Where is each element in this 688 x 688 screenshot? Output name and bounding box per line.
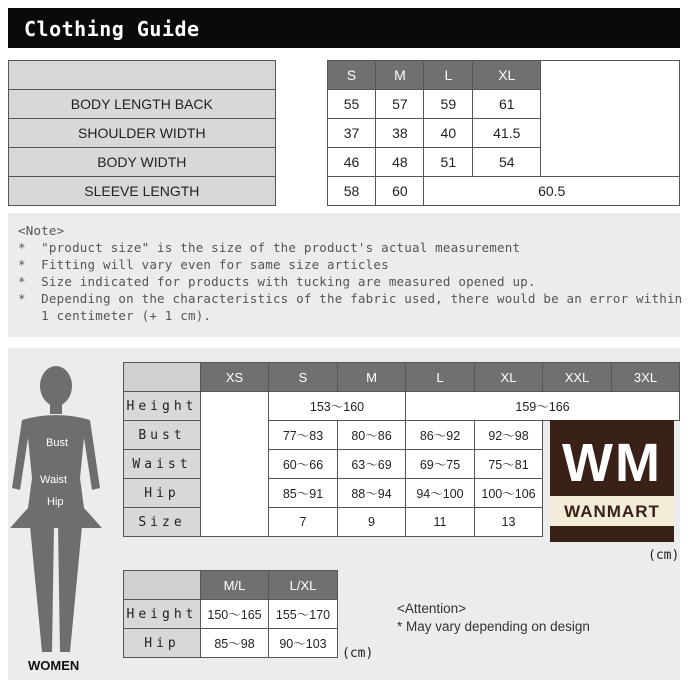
attention-note bbox=[397, 600, 590, 636]
attention-heading: <Attention> bbox=[397, 601, 467, 616]
table-cell: 150～165 bbox=[201, 600, 269, 629]
logo-band bbox=[550, 496, 674, 526]
table-cell: 41.5 bbox=[473, 119, 541, 148]
table-cell: 11 bbox=[406, 508, 475, 537]
table-cell: 75～81 bbox=[475, 450, 543, 479]
table-cell: 90～103 bbox=[269, 629, 338, 658]
table-cell: 7 bbox=[269, 508, 338, 537]
table-cell: 100～106 bbox=[475, 479, 543, 508]
table-cell: 48 bbox=[376, 148, 424, 177]
spacer-cell bbox=[275, 119, 327, 148]
note-line: 1 centimeter (+ 1 cm). bbox=[18, 308, 212, 323]
spacer-cell bbox=[275, 177, 327, 206]
row-label: Hip bbox=[124, 629, 201, 658]
unit-label: (cm) bbox=[648, 548, 680, 563]
empty-cell bbox=[541, 61, 680, 177]
corner-cell bbox=[9, 61, 276, 90]
row-label: SHOULDER WIDTH bbox=[9, 119, 276, 148]
table-cell: 60 bbox=[376, 177, 424, 206]
row-label: Bust bbox=[124, 421, 201, 450]
table-cell: 69～75 bbox=[406, 450, 475, 479]
bottoms-size-table bbox=[123, 570, 338, 658]
table-row bbox=[9, 177, 680, 206]
table-header-row bbox=[124, 571, 338, 600]
spacer-cell bbox=[275, 61, 327, 90]
logo-name: WANMART bbox=[564, 502, 660, 521]
attention-text: * May vary depending on design bbox=[397, 619, 590, 634]
size-header: M/L bbox=[201, 571, 269, 600]
size-header: XXL bbox=[543, 363, 612, 392]
size-header: XS bbox=[201, 363, 269, 392]
product-size-table bbox=[8, 60, 680, 206]
women-figure-icon bbox=[8, 358, 108, 658]
corner-cell bbox=[124, 571, 201, 600]
table-cell: 58 bbox=[327, 177, 376, 206]
row-label: Hip bbox=[124, 479, 201, 508]
table-cell: 88～94 bbox=[338, 479, 406, 508]
size-header: 3XL bbox=[612, 363, 680, 392]
table-cell: 13 bbox=[475, 508, 543, 537]
table-header-row bbox=[9, 61, 680, 90]
size-header: M bbox=[338, 363, 406, 392]
row-label: Height bbox=[124, 600, 201, 629]
table-cell: 85～91 bbox=[269, 479, 338, 508]
logo-mark: WM bbox=[562, 433, 662, 493]
row-label: Height bbox=[124, 392, 201, 421]
table-row bbox=[124, 600, 338, 629]
row-label: Waist bbox=[124, 450, 201, 479]
table-cell: 54 bbox=[473, 148, 541, 177]
table-cell: 61 bbox=[473, 90, 541, 119]
notes-panel bbox=[8, 213, 683, 337]
table-cell: 159～166 bbox=[406, 392, 680, 421]
note-line: * Fitting will vary even for same size articles bbox=[18, 257, 389, 272]
table-cell: 59 bbox=[424, 90, 473, 119]
note-line: * Depending on the characteristics of the fabric used, there would be an error within bbox=[18, 291, 683, 306]
table-cell: 55 bbox=[327, 90, 376, 119]
size-header: S bbox=[269, 363, 338, 392]
note-line: * Size indicated for products with tucking are measured opened up. bbox=[18, 274, 536, 289]
table-cell: 85～98 bbox=[201, 629, 269, 658]
row-label: Size bbox=[124, 508, 201, 537]
corner-cell bbox=[124, 363, 201, 392]
table-cell: 37 bbox=[327, 119, 376, 148]
xs-empty-cell bbox=[201, 392, 269, 537]
size-header: S bbox=[327, 61, 376, 90]
size-header: XL bbox=[475, 363, 543, 392]
table-cell: 77～83 bbox=[269, 421, 338, 450]
table-cell: 155～170 bbox=[269, 600, 338, 629]
spacer-cell bbox=[275, 90, 327, 119]
table-cell: 86～92 bbox=[406, 421, 475, 450]
waist-label: Waist bbox=[40, 474, 68, 486]
table-cell: 63～69 bbox=[338, 450, 406, 479]
size-header: M bbox=[376, 61, 424, 90]
table-cell: 153～160 bbox=[269, 392, 406, 421]
row-label: SLEEVE LENGTH bbox=[9, 177, 276, 206]
row-label: BODY LENGTH BACK bbox=[9, 90, 276, 119]
wanmart-logo bbox=[550, 420, 674, 542]
spacer-cell bbox=[275, 148, 327, 177]
size-header: L bbox=[424, 61, 473, 90]
hip-label: Hip bbox=[47, 496, 64, 508]
table-cell: 60.5 bbox=[424, 177, 680, 206]
unit-label: (cm) bbox=[342, 646, 374, 661]
table-cell: 94～100 bbox=[406, 479, 475, 508]
table-cell: 51 bbox=[424, 148, 473, 177]
table-cell: 60～66 bbox=[269, 450, 338, 479]
table-cell: 57 bbox=[376, 90, 424, 119]
table-row bbox=[124, 629, 338, 658]
table-cell: 40 bbox=[424, 119, 473, 148]
bust-label: Bust bbox=[46, 437, 69, 449]
size-header: L/XL bbox=[269, 571, 338, 600]
table-cell: 9 bbox=[338, 508, 406, 537]
size-header: XL bbox=[473, 61, 541, 90]
table-header-row bbox=[124, 363, 680, 392]
table-cell: 92～98 bbox=[475, 421, 543, 450]
size-header: L bbox=[406, 363, 475, 392]
table-row bbox=[124, 392, 680, 421]
notes-heading: <Note> bbox=[18, 223, 65, 238]
women-label: WOMEN bbox=[28, 658, 80, 673]
table-cell: 80～86 bbox=[338, 421, 406, 450]
table-cell: 46 bbox=[327, 148, 376, 177]
note-line: * "product size" is the size of the product's actual measurement bbox=[18, 240, 521, 255]
table-cell: 38 bbox=[376, 119, 424, 148]
page-title: Clothing Guide bbox=[24, 17, 200, 41]
row-label: BODY WIDTH bbox=[9, 148, 276, 177]
page-header bbox=[8, 8, 680, 48]
